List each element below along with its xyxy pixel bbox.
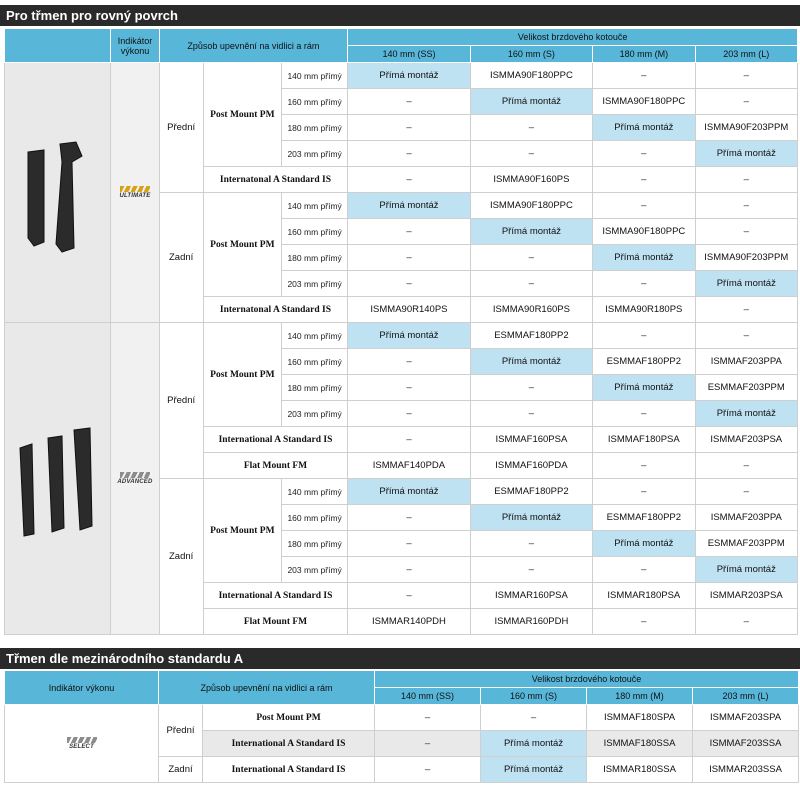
value-cell: Přímá montáž <box>593 245 695 271</box>
logo-advanced <box>117 472 152 485</box>
value-cell: ISMMAF203SPA <box>693 705 799 731</box>
bracket-image-advanced <box>10 408 106 548</box>
value-cell: Přímá montáž <box>695 557 797 583</box>
method-label: Internatonal A Standard IS <box>203 297 348 323</box>
position-label: Zadní <box>159 757 203 783</box>
value-cell: – <box>593 323 695 349</box>
method-label: Post Mount PM <box>203 479 281 583</box>
logo-select-stripes-icon <box>67 737 97 743</box>
value-cell: – <box>348 349 470 375</box>
value-cell: – <box>481 705 587 731</box>
value-cell: ISMMAF203PPA <box>695 505 797 531</box>
value-cell: ISMMA90R140PS <box>348 297 470 323</box>
value-cell: ISMMAF203PPA <box>695 349 797 375</box>
value-cell: ISMMA90F203PPM <box>695 115 797 141</box>
rotor-mm-label: 160 mm přímý <box>282 349 348 375</box>
value-cell: – <box>470 245 592 271</box>
table-row <box>5 323 798 349</box>
value-cell: ISMMAR180PSA <box>593 583 695 609</box>
position-label: Přední <box>159 705 203 757</box>
rotor-mm-label: 180 mm přímý <box>282 531 348 557</box>
section-title-is-caliper: Třmen dle mezinárodního standardu A <box>0 648 800 669</box>
value-cell: – <box>593 609 695 635</box>
value-cell: – <box>348 557 470 583</box>
header-size-ss: 140 mm (SS) <box>348 46 470 63</box>
method-label: International A Standard IS <box>203 731 375 757</box>
value-cell: Přímá montáž <box>470 349 592 375</box>
value-cell: – <box>470 141 592 167</box>
value-cell: – <box>470 401 592 427</box>
value-cell: ISMMAR203PSA <box>695 583 797 609</box>
value-cell: – <box>695 63 797 89</box>
value-cell: ESMMAF180PP2 <box>470 479 592 505</box>
method-label: Flat Mount FM <box>203 609 348 635</box>
value-cell: – <box>470 375 592 401</box>
value-cell: ISMMA90F160PS <box>470 167 592 193</box>
value-cell: – <box>695 323 797 349</box>
logo-select-text: SELECT <box>69 744 94 750</box>
rotor-mm-label: 203 mm přímý <box>282 557 348 583</box>
value-cell: ISMMAF140PDA <box>348 453 470 479</box>
value-cell: Přímá montáž <box>481 757 587 783</box>
value-cell: ISMMAR180SSA <box>587 757 693 783</box>
value-cell: – <box>348 427 470 453</box>
value-cell: – <box>695 219 797 245</box>
indicator-cell <box>111 63 159 323</box>
value-cell: – <box>470 531 592 557</box>
value-cell: – <box>695 297 797 323</box>
position-label: Zadní <box>159 193 203 323</box>
rotor-mm-label: 180 mm přímý <box>282 375 348 401</box>
value-cell: – <box>470 557 592 583</box>
rotor-mm-label: 180 mm přímý <box>282 115 348 141</box>
value-cell: ISMMA90F180PPC <box>593 89 695 115</box>
value-cell: – <box>348 505 470 531</box>
header-size-l: 203 mm (L) <box>693 688 799 705</box>
method-label: International A Standard IS <box>203 757 375 783</box>
value-cell: ISMMAF160PDA <box>470 453 592 479</box>
value-cell: ESMMAF180PP2 <box>593 349 695 375</box>
logo-ultimate-text: ULTIMATE <box>119 193 151 199</box>
header-size-l: 203 mm (L) <box>695 46 797 63</box>
value-cell: Přímá montáž <box>593 531 695 557</box>
value-cell: – <box>348 375 470 401</box>
value-cell: – <box>470 115 592 141</box>
value-cell: ISMMAF160PSA <box>470 427 592 453</box>
value-cell: Přímá montáž <box>348 479 470 505</box>
position-label: Zadní <box>159 479 203 635</box>
value-cell: – <box>695 167 797 193</box>
value-cell: Přímá montáž <box>481 731 587 757</box>
position-label: Přední <box>159 63 203 193</box>
rotor-mm-label: 203 mm přímý <box>282 401 348 427</box>
header-method: Způsob upevnění na vidlici a rám <box>159 29 348 63</box>
rotor-mm-label: 160 mm přímý <box>282 219 348 245</box>
header-rotor-size: Velikost brzdového kotouče <box>348 29 798 46</box>
header-size-ss: 140 mm (SS) <box>375 688 481 705</box>
value-cell: – <box>348 219 470 245</box>
method-label: Post Mount PM <box>203 323 281 427</box>
value-cell: – <box>593 141 695 167</box>
indicator-cell <box>111 323 159 635</box>
value-cell: Přímá montáž <box>695 401 797 427</box>
value-cell: ISMMA90F180PPC <box>470 63 592 89</box>
value-cell: – <box>593 453 695 479</box>
value-cell: ISMMAF203SSA <box>693 731 799 757</box>
value-cell: Přímá montáž <box>348 323 470 349</box>
rotor-mm-label: 140 mm přímý <box>282 323 348 349</box>
value-cell: ISMMAF203PSA <box>695 427 797 453</box>
rotor-mm-label: 140 mm přímý <box>282 479 348 505</box>
value-cell: ISMMAR160PDH <box>470 609 592 635</box>
method-label: Post Mount PM <box>203 63 281 167</box>
value-cell: Přímá montáž <box>695 141 797 167</box>
value-cell: ISMMAR203SSA <box>693 757 799 783</box>
value-cell: – <box>593 167 695 193</box>
value-cell: Přímá montáž <box>348 63 470 89</box>
indicator-cell <box>5 705 159 783</box>
header-size-m: 180 mm (M) <box>593 46 695 63</box>
value-cell: ESMMAF180PP2 <box>470 323 592 349</box>
value-cell: Přímá montáž <box>470 505 592 531</box>
header-rotor-size: Velikost brzdového kotouče <box>375 671 799 688</box>
value-cell: – <box>593 193 695 219</box>
value-cell: – <box>348 141 470 167</box>
method-label: Flat Mount FM <box>203 453 348 479</box>
value-cell: ISMMAR160PSA <box>470 583 592 609</box>
position-label: Přední <box>159 323 203 479</box>
value-cell: ESMMAF203PPM <box>695 375 797 401</box>
value-cell: – <box>375 705 481 731</box>
value-cell: – <box>348 167 470 193</box>
value-cell: – <box>695 193 797 219</box>
value-cell: ISMMA90R160PS <box>470 297 592 323</box>
logo-advanced-text: ADVANCED <box>117 479 153 485</box>
rotor-mm-label: 203 mm přímý <box>282 271 348 297</box>
value-cell: – <box>695 609 797 635</box>
value-cell: – <box>348 583 470 609</box>
table-row <box>5 63 798 89</box>
method-label: Internatonal A Standard IS <box>203 167 348 193</box>
header-method: Způsob upevnění na vidlici a rám <box>159 671 375 705</box>
bracket-image-ultimate <box>10 122 106 262</box>
rotor-mm-label: 160 mm přímý <box>282 89 348 115</box>
rotor-mm-label: 140 mm přímý <box>282 193 348 219</box>
bracket-image-cell <box>5 63 111 323</box>
value-cell: ISMMAR140PDH <box>348 609 470 635</box>
adapter-table-flat-mount <box>4 28 798 635</box>
rotor-mm-label: 180 mm přímý <box>282 245 348 271</box>
value-cell: – <box>470 271 592 297</box>
header-size-s: 160 mm (S) <box>481 688 587 705</box>
method-label: International A Standard IS <box>203 583 348 609</box>
header-image <box>5 29 111 63</box>
adapter-table-is-caliper <box>4 670 799 783</box>
value-cell: Přímá montáž <box>470 89 592 115</box>
logo-ultimate-stripes-icon <box>120 186 150 192</box>
value-cell: – <box>348 89 470 115</box>
value-cell: – <box>348 401 470 427</box>
value-cell: – <box>348 245 470 271</box>
header-size-s: 160 mm (S) <box>470 46 592 63</box>
value-cell: – <box>593 63 695 89</box>
rotor-mm-label: 140 mm přímý <box>282 63 348 89</box>
value-cell: Přímá montáž <box>348 193 470 219</box>
method-label: Post Mount PM <box>203 705 375 731</box>
value-cell: ISMMAF180PSA <box>593 427 695 453</box>
value-cell: ISMMAF180SSA <box>587 731 693 757</box>
table-row <box>5 705 799 731</box>
value-cell: – <box>593 401 695 427</box>
header-indicator: Indikátor výkonu <box>111 29 159 63</box>
value-cell: ISMMA90F180PPC <box>470 193 592 219</box>
section-title-flat-mount-caliper: Pro třmen pro rovný povrch <box>0 5 800 26</box>
value-cell: ISMMA90R180PS <box>593 297 695 323</box>
bracket-image-cell <box>5 323 111 635</box>
value-cell: – <box>593 271 695 297</box>
value-cell: – <box>695 89 797 115</box>
value-cell: Přímá montáž <box>695 271 797 297</box>
value-cell: – <box>375 731 481 757</box>
value-cell: Přímá montáž <box>593 115 695 141</box>
value-cell: – <box>695 453 797 479</box>
value-cell: – <box>348 115 470 141</box>
value-cell: – <box>348 531 470 557</box>
logo-select <box>67 737 97 750</box>
logo-advanced-stripes-icon <box>120 472 150 478</box>
value-cell: – <box>375 757 481 783</box>
value-cell: – <box>695 479 797 505</box>
value-cell: ESMMAF203PPM <box>695 531 797 557</box>
value-cell: ESMMAF180PP2 <box>593 505 695 531</box>
value-cell: ISMMAF180SPA <box>587 705 693 731</box>
value-cell: ISMMA90F203PPM <box>695 245 797 271</box>
value-cell: – <box>348 271 470 297</box>
value-cell: Přímá montáž <box>470 219 592 245</box>
header-indicator: Indikátor výkonu <box>5 671 159 705</box>
method-label: International A Standard IS <box>203 427 348 453</box>
rotor-mm-label: 160 mm přímý <box>282 505 348 531</box>
value-cell: – <box>593 479 695 505</box>
value-cell: – <box>593 557 695 583</box>
logo-ultimate <box>119 186 150 199</box>
value-cell: Přímá montáž <box>593 375 695 401</box>
header-size-m: 180 mm (M) <box>587 688 693 705</box>
value-cell: ISMMA90F180PPC <box>593 219 695 245</box>
rotor-mm-label: 203 mm přímý <box>282 141 348 167</box>
method-label: Post Mount PM <box>203 193 281 297</box>
